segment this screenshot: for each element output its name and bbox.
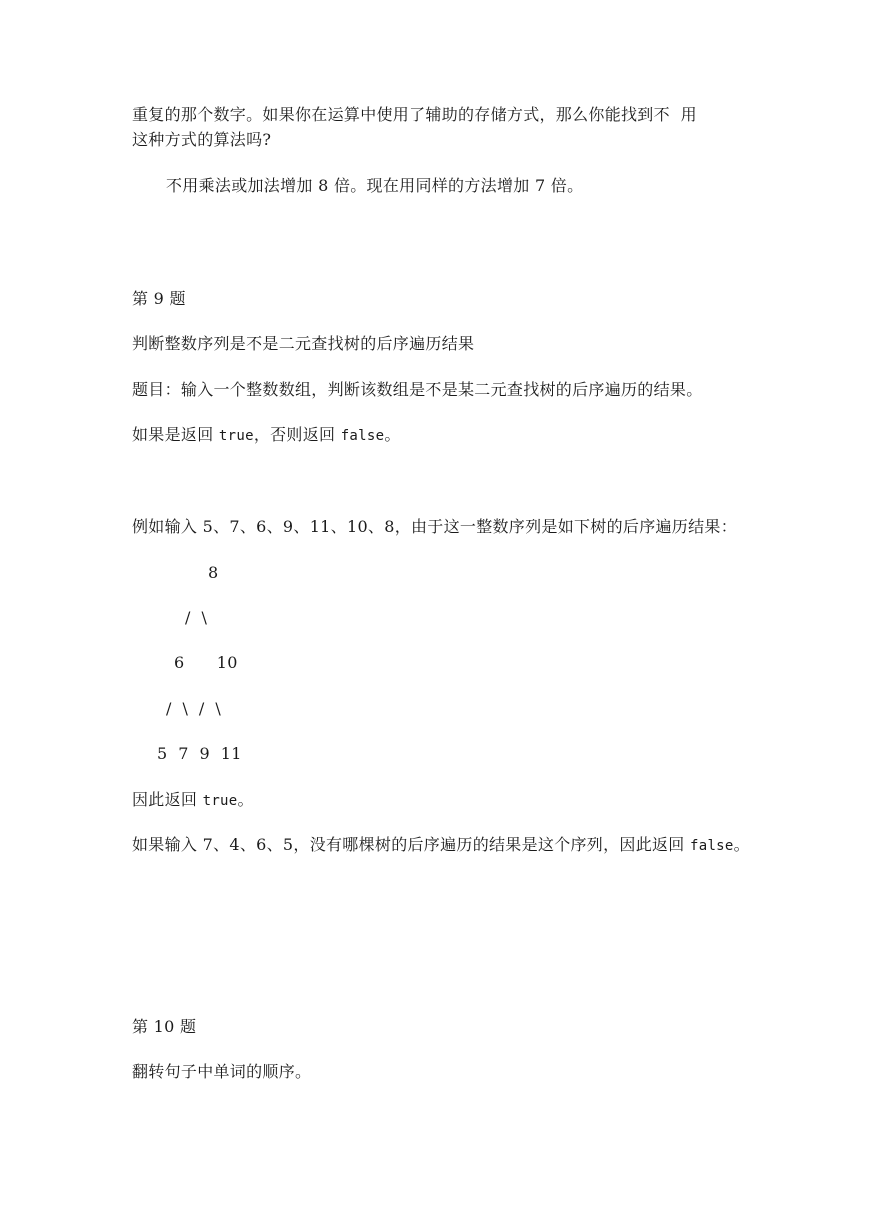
q9-title: 判断整数序列是不是二元查找树的后序遍历结果 — [132, 334, 475, 353]
tree-branch-2: / \ / \ — [166, 699, 222, 718]
tree-level-2: 6 10 — [174, 653, 238, 672]
tree-root: 8 — [208, 563, 219, 582]
q9-return-suffix: 。 — [384, 425, 401, 444]
tree-leaves: 5 7 9 11 — [157, 744, 242, 763]
q9-example2-false-keyword: false — [690, 838, 734, 854]
q10-heading: 第 10 题 — [132, 1017, 197, 1036]
q9-so-prefix: 因此返回 — [132, 790, 203, 809]
q9-example2-suffix: 。 — [733, 835, 750, 854]
intro-line-2: 这种方式的算法吗? — [132, 130, 272, 149]
q10-title: 翻转句子中单词的顺序。 — [132, 1062, 312, 1081]
q9-result-true — [132, 790, 254, 811]
q9-heading: 第 9 题 — [132, 289, 186, 308]
q9-example-2 — [132, 835, 750, 856]
q9-description: 题目：输入一个整数数组，判断该数组是不是某二元查找树的后序遍历的结果。 — [132, 380, 703, 399]
q9-true-keyword: true — [218, 428, 254, 444]
q9-so-true-keyword: true — [202, 793, 238, 809]
intro-line-3: 不用乘法或加法增加 8 倍。现在用同样的方法增加 7 倍。 — [166, 176, 584, 195]
q9-so-suffix: 。 — [237, 790, 254, 809]
q9-example2-prefix: 如果输入 7、4、6、5，没有哪棵树的后序遍历的结果是这个序列，因此返回 — [132, 835, 690, 854]
q9-return-rule — [132, 425, 401, 446]
q9-example-intro: 例如输入 5、7、6、9、11、10、8，由于这一整数序列是如下树的后序遍历结果： — [132, 517, 738, 536]
q9-return-prefix: 如果是返回 — [132, 425, 219, 444]
tree-branch-1: / \ — [185, 608, 208, 627]
intro-line-1: 重复的那个数字。如果你在运算中使用了辅助的存储方式，那么你能找到不 用 — [132, 105, 697, 124]
q9-false-keyword: false — [340, 428, 385, 444]
q9-return-mid: ，否则返回 — [253, 425, 341, 444]
